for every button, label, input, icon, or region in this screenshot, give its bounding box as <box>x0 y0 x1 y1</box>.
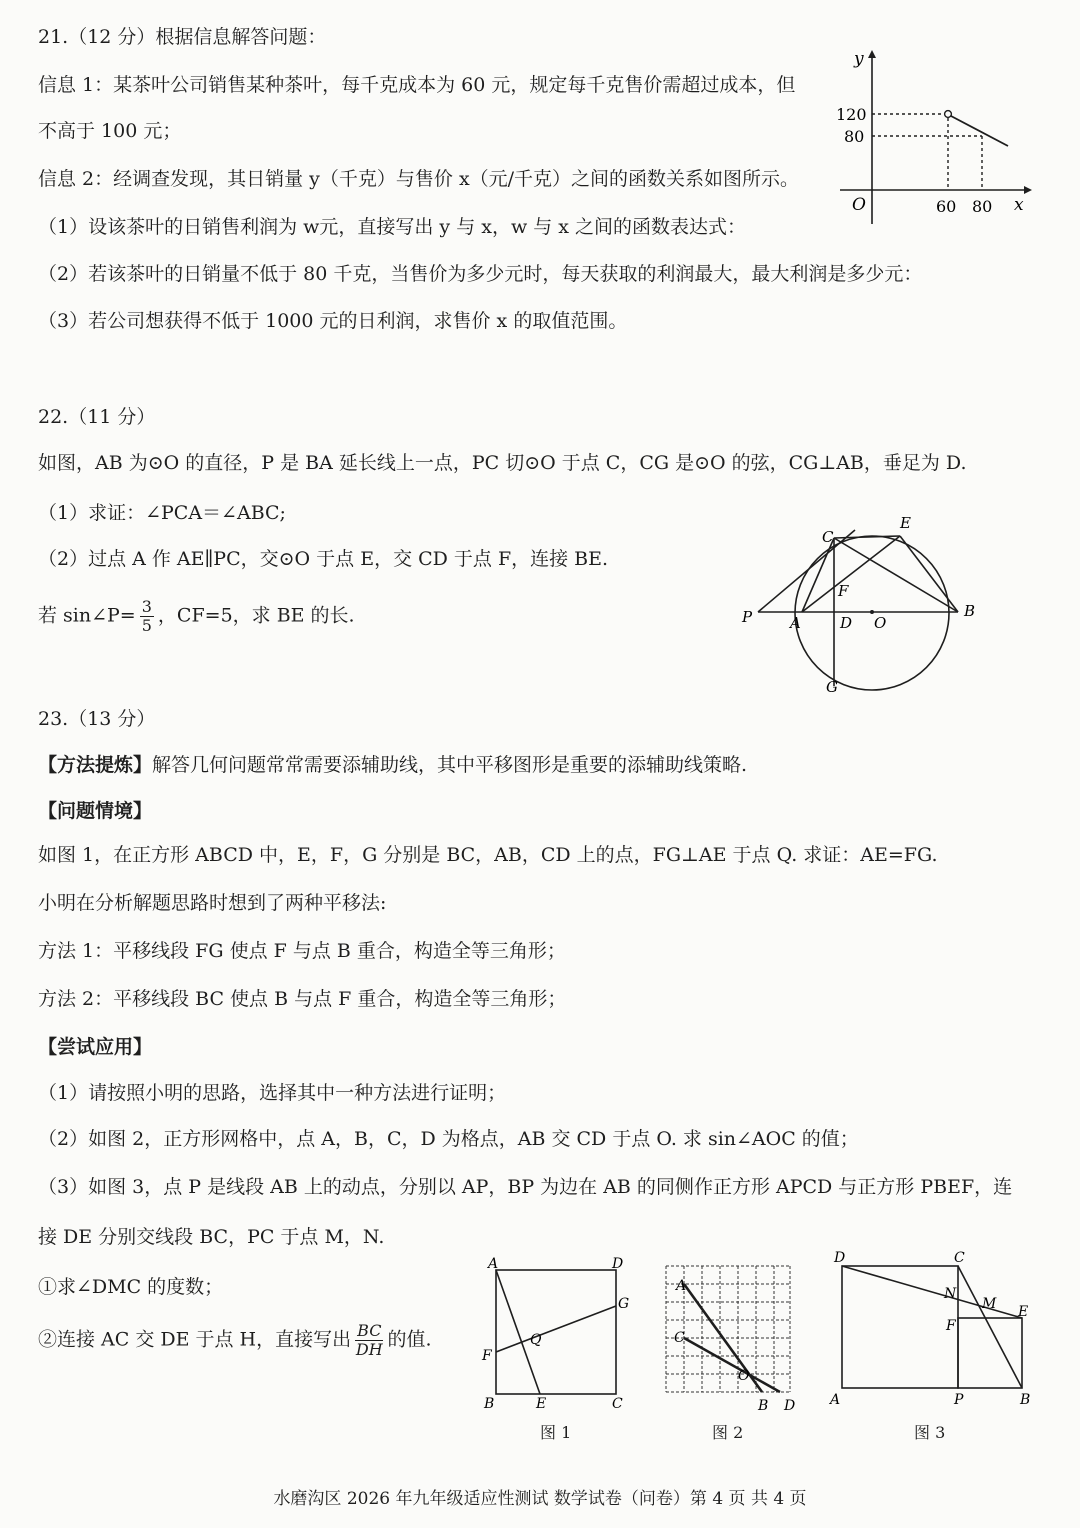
q22-part3-pre: 若 sin∠P= <box>38 604 136 627</box>
q23-try3-line1: （3）如图 3，点 P 是线段 AB 上的动点，分别以 AP，BP 为边在 AB 的同侧作正方形 APCD 与正方形 PBEF，连 <box>38 1176 1013 1198</box>
segment-bc <box>958 1266 1022 1388</box>
q23-try-tag: 【尝试应用】 <box>38 1036 153 1058</box>
square-abcd <box>496 1270 616 1394</box>
x-tick-80: 80 <box>972 197 993 216</box>
q22-stem: 如图，AB 为⊙O 的直径，P 是 BA 延长线上一点，PC 切⊙O 于点 C，CG 是⊙O 的弦，CG⊥AB，垂足为 D. <box>38 452 967 474</box>
x-tick-60: 60 <box>936 197 957 216</box>
y-tick-120: 120 <box>836 105 867 124</box>
q23-scene-text: 如图 1，在正方形 ABCD 中，E，F，G 分别是 BC，AB，CD 上的点，FG⊥AE 于点 Q. 求证：AE=FG. <box>38 844 938 866</box>
label-g: G <box>826 678 838 696</box>
q23-method1: 方法 1：平移线段 FG 使点 F 与点 B 重合，构造全等三角形； <box>38 940 566 962</box>
q23-try3-line2: 接 DE 分别交线段 BC，PC 于点 M，N. <box>38 1226 385 1248</box>
y-axis-arrow-icon <box>868 50 876 58</box>
q23-sub1: ①求∠DMC 的度数； <box>38 1276 224 1298</box>
label-c: C <box>674 1330 685 1346</box>
label-a: A <box>488 1256 499 1272</box>
origin-label: O <box>852 195 866 215</box>
q23-xiaoming: 小明在分析解题思路时想到了两种平移法: <box>38 892 387 914</box>
label-o: O <box>738 1368 750 1384</box>
q21-function-graph <box>836 44 1036 234</box>
label-d: D <box>840 614 853 632</box>
label-b: B <box>1020 1392 1031 1408</box>
fraction-numerator: 3 <box>141 597 152 616</box>
q21-part1: （1）设该茶叶的日销售利润为 w元，直接写出 y 与 x，w 与 x 之间的函数表达式： <box>38 216 747 238</box>
fraction-denominator: DH <box>355 1340 383 1359</box>
segment-cd <box>684 1338 780 1392</box>
label-d: D <box>612 1256 624 1272</box>
fraction-denominator: 5 <box>141 616 152 635</box>
q23-sub2 <box>38 1322 431 1359</box>
q21-info1-line1: 信息 1：某茶叶公司销售某种茶叶，每千克成本为 60 元，规定每千克售价需超过成本，但 <box>38 74 796 96</box>
label-a: A <box>830 1392 841 1408</box>
fig1-caption: 图 1 <box>540 1423 572 1442</box>
label-b: B <box>964 602 976 620</box>
open-endpoint <box>945 111 952 118</box>
function-line <box>951 116 1008 146</box>
label-e: E <box>1018 1304 1029 1320</box>
label-a: A <box>790 614 801 632</box>
label-c: C <box>612 1396 623 1412</box>
label-q: Q <box>530 1332 542 1348</box>
sub2-pre: ②连接 AC 交 DE 于点 H，直接写出 <box>38 1328 352 1351</box>
q22-part1: （1）求证：∠PCA＝∠ABC; <box>38 502 286 524</box>
line-ca <box>802 538 834 612</box>
q23-method <box>38 752 747 778</box>
q22-part3-post: ，CF=5，求 BE 的长. <box>157 604 355 627</box>
label-b: B <box>484 1396 495 1412</box>
label-m: M <box>982 1296 997 1312</box>
sub2-post: 的值. <box>387 1328 432 1351</box>
x-axis-arrow-icon <box>1024 186 1032 194</box>
q21-part2: （2）若该茶叶的日销量不低于 80 千克，当售价为多少元时，每天获取的利润最大，最大利润是多少元： <box>38 263 923 285</box>
y-tick-80: 80 <box>844 127 865 146</box>
q23-figure3 <box>826 1246 1036 1416</box>
q21-info2: 信息 2：经调查发现，其日销量 y（千克）与售价 x（元/千克）之间的函数关系如图所示。 <box>38 168 800 190</box>
q23-title: 23.（13 分） <box>38 708 156 730</box>
label-e: E <box>536 1396 547 1412</box>
label-b: B <box>758 1398 769 1414</box>
q23-scene-tag: 【问题情境】 <box>38 800 153 822</box>
q23-figure1 <box>480 1256 630 1416</box>
fraction-numerator: BC <box>357 1321 382 1340</box>
q21-title: 21.（12 分）根据信息解答问题： <box>38 26 327 48</box>
method-text: 解答几何问题常常需要添辅助线，其中平移图形是重要的添辅助线策略. <box>152 754 748 776</box>
fig3-caption: 图 3 <box>914 1423 946 1442</box>
line-be <box>900 536 958 612</box>
q23-figure2 <box>660 1256 810 1416</box>
fig2-caption: 图 2 <box>712 1423 744 1442</box>
q23-method2: 方法 2：平移线段 BC 使点 B 与点 F 重合，构造全等三角形； <box>38 988 567 1010</box>
label-g: G <box>618 1296 630 1312</box>
q22-circle-figure <box>740 508 990 698</box>
label-f: F <box>946 1318 956 1334</box>
q22-title: 22.（11 分） <box>38 406 156 428</box>
q21-part3: （3）若公司想获得不低于 1000 元的日利润，求售价 x 的取值范围。 <box>38 310 628 332</box>
square-apcd <box>842 1266 958 1388</box>
q23-try2: （2）如图 2，正方形网格中，点 A，B，C，D 为格点，AB 交 CD 于点 O. 求 sin∠AOC 的值； <box>38 1128 859 1150</box>
label-p: P <box>954 1392 964 1408</box>
q23-fraction <box>355 1322 383 1359</box>
x-axis-label: x <box>1014 195 1024 215</box>
label-o: O <box>874 614 887 632</box>
label-c: C <box>954 1250 965 1266</box>
q22-part3 <box>38 598 355 635</box>
label-f: F <box>482 1348 492 1364</box>
label-a: A <box>676 1278 687 1294</box>
q23-try1: （1）请按照小明的思路，选择其中一种方法进行证明； <box>38 1082 507 1104</box>
q22-fraction <box>140 598 154 635</box>
page-footer: 水磨沟区 2026 年九年级适应性测试 数学试卷（问卷）第 4 页 共 4 页 <box>273 1489 807 1509</box>
label-p: P <box>742 608 753 626</box>
q22-part2: （2）过点 A 作 AE∥PC，交⊙O 于点 E，交 CD 于点 F，连接 BE. <box>38 548 609 570</box>
label-f: F <box>838 582 849 600</box>
label-c: C <box>822 528 834 546</box>
method-tag: 【方法提炼】 <box>38 754 153 776</box>
segment-fg <box>496 1306 616 1352</box>
q21-info1-line2: 不高于 100 元； <box>38 120 182 142</box>
label-n: N <box>944 1286 957 1302</box>
y-axis-label: y <box>854 49 864 69</box>
label-d: D <box>834 1250 846 1266</box>
label-d: D <box>784 1398 796 1414</box>
label-e: E <box>900 514 911 532</box>
